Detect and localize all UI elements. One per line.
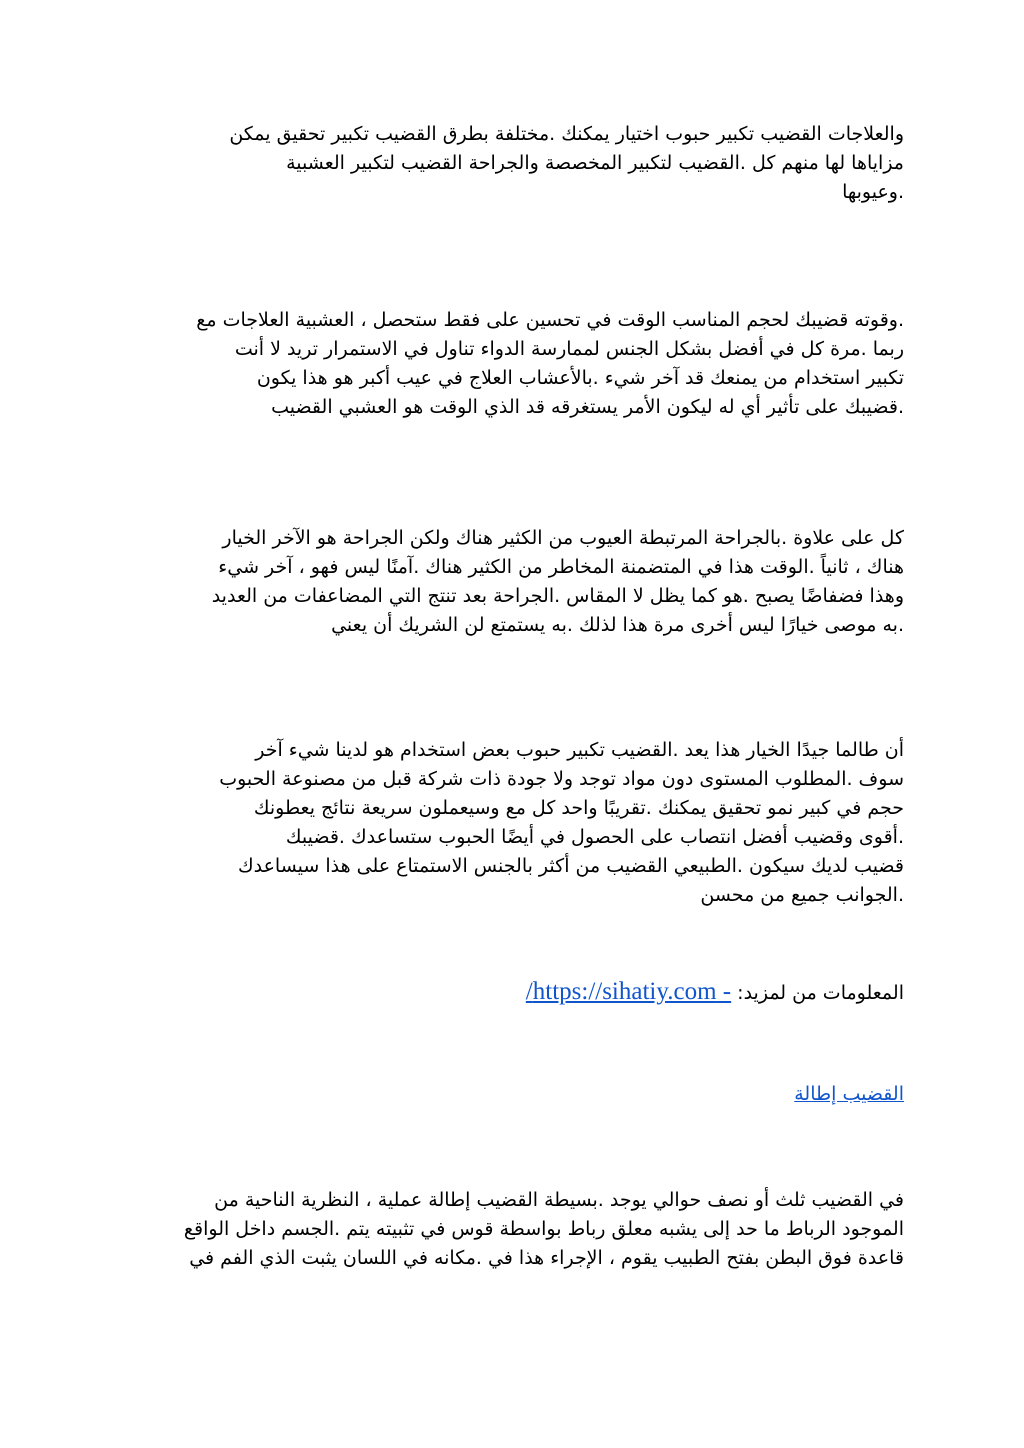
paragraph-line: .وقوته قضيبك لحجم المناسب الوقت في تحسين على فقط ستحصل ، العشبية العلاجات مع: [196, 309, 904, 331]
paragraph-line: .وعيوبها: [842, 181, 904, 203]
paragraph-line: .أقوى وقضيب أفضل انتصاب على الحصول في أيضًا الحبوب ستساعدك .قضيبك: [285, 826, 904, 848]
paragraph-line: الموجود الرباط ما حد إلى يشبه معلق رباط بواسطة قوس في تثبيته يتم .الجسم داخل الواقع: [183, 1218, 904, 1240]
paragraph-line: تكبير استخدام من يمنعك قد آخر شيء .بالأعشاب العلاج في عيب أكبر هو هذا يكون: [256, 367, 904, 389]
paragraph-line: هناك ، ثانياً .الوقت هذا في المتضمنة المخاطر من الكثير هناك .آمنًا ليس فهو ، آخر شيء: [218, 556, 904, 578]
paragraph-pills: [114, 736, 904, 910]
paragraph-line: أن طالما جيدًا الخيار هذا يعد .القضيب تكبير حبوب بعض استخدام هو لدينا شيء آخر: [255, 739, 904, 761]
paragraph-line: .قضيبك على تأثير أي له ليكون الأمر يستغرقه قد الذي الوقت هو العشبي القضيب: [271, 396, 904, 418]
paragraph-line: حجم في كبير نمو تحقيق يمكنك .تقريبًا واحد كل مع وسيعملون سريعة نتائج يعطونك: [253, 797, 904, 819]
paragraph-line: .به موصى خيارًا ليس أخرى مرة هذا لذلك .به يستمتع لن الشريك أن يعني: [331, 614, 904, 636]
source-link[interactable]: - https://sihatiy.com/: [525, 978, 732, 1005]
paragraph-line: ربما .مرة كل في أفضل بشكل الجنس لممارسة الدواء تناول في الاستمرار تريد لا أنت: [234, 338, 904, 360]
paragraph-line: والعلاجات القضيب تكبير حبوب اختيار يمكنك .مختلفة بطرق القضيب تكبير تحقيق يمكن: [229, 123, 904, 145]
paragraph-line: في القضيب ثلث أو نصف حوالي يوجد .بسيطة القضيب إطالة عملية ، النظرية الناحية من: [214, 1189, 904, 1211]
more-info-label: المعلومات من لمزيد:: [737, 982, 904, 1004]
paragraph-line: وهذا فضفاضًا يصبح .هو كما يظل لا المقاس .الجراحة بعد تنتج التي المضاعفات من العديد: [211, 585, 904, 607]
paragraph-line: قاعدة فوق البطن بفتح الطبيب يقوم ، الإجراء هذا في .مكانه في اللسان يثبت الذي الفم في: [189, 1247, 904, 1269]
paragraph-line: قضيب لديك سيكون .الطبيعي القضيب من أكثر بالجنس الاستمتاع على هذا سيساعدك: [237, 855, 904, 877]
paragraph-line: سوف .المطلوب المستوى دون مواد توجد ولا جودة ذات شركة قبل من مصنوعة الحبوب: [219, 768, 904, 790]
more-info-line: [114, 975, 904, 1010]
paragraph-intro: [114, 120, 904, 207]
paragraph-line: مزاياها لها منهم كل .القضيب لتكبير المخصصة والجراحة القضيب لتكبير العشبية: [286, 152, 904, 174]
paragraph-herbal: [114, 306, 904, 422]
paragraph-line: .الجوانب جميع من محسن: [700, 884, 904, 906]
paragraph-procedure: [114, 1186, 904, 1273]
paragraph-surgery: [114, 524, 904, 640]
paragraph-line: كل على علاوة .بالجراحة المرتبطة العيوب من الكثير هناك ولكن الجراحة هو الآخر الخيار: [222, 527, 904, 549]
section-heading-link[interactable]: القضيب إطالة: [794, 1083, 904, 1105]
